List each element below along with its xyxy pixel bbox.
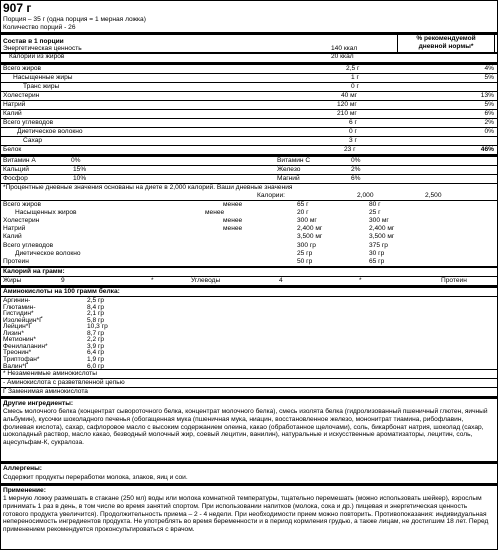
daily-label: Всего жиров [3,201,42,208]
daily-2500: 25 г [369,209,381,217]
amino-legend-bcaa: - Аминокислота с разветвленной цепью [3,379,125,386]
daily-2000: 20 г [297,209,309,217]
amino-name: Валин*Ґ [3,362,29,370]
sat-fat-label: Насыщенные жиры [13,74,73,81]
amino-value: 3,9 гр [87,342,105,350]
daily-2500: 30 гр [369,249,385,257]
amino-value: 6,0 гр [87,362,105,370]
calories-label: Калории: [257,192,285,199]
composition-title: Состав в 1 порции [3,38,64,45]
calories-2000: 2,000 [357,192,374,199]
cpg-protein-label: Протеин [441,277,467,284]
energy-label: Энергетическая ценность [3,45,82,52]
thick-divider [1,483,497,486]
divider [1,266,497,268]
cpg-carb-value: 4 [279,277,283,284]
amino-legend-replaceable: Ґ Заменимая аминокислота [3,388,88,395]
trans-fat-label: Транс жиры [23,83,60,90]
iron-label: Железо [277,166,301,173]
amino-value: 1,9 гр [87,355,105,363]
ingredients-title: Другие ингредиенты: [3,400,74,407]
magnesium-value: 6% [351,175,361,182]
allergens-text: Содержит продукты переработки молока, злаков, яиц и сои. [3,474,188,481]
amino-name: Гистидин* [3,310,34,318]
daily-label: Всего углеводов [3,241,54,249]
trans-fat-value: 0 г [351,83,359,90]
daily-label: Диетическое волокно [15,249,81,257]
amino-title: Аминокислоты на 100 грамм белка: [3,288,120,295]
calories-2500: 2,500 [425,192,442,199]
daily-2000: 2,400 мг [297,225,323,233]
amino-name: Треонин* [3,349,32,357]
fat-total-label: Всего жиров [3,65,42,72]
daily-label: Калий [3,233,22,241]
cholesterol-label: Холестерин [3,92,40,99]
amino-value: 2,2 гр [87,336,105,344]
calcium-value: 15% [73,166,87,173]
sodium-value: 120 мг [337,101,357,108]
daily-label: Натрий [3,225,26,233]
sugar-label: Сахар [23,137,43,144]
amino-name: Лизин* [3,329,24,337]
daily-less: менее [223,201,243,208]
amino-name: Глютамин- [3,303,36,311]
daily-2500: 3,500 мг [369,233,395,241]
daily-2500: 375 гр [369,241,388,249]
protein-dv: 46% [480,146,494,153]
amino-value: 6,4 гр [87,349,105,357]
daily-2500: 80 г [369,201,381,208]
energy-value: 140 ккал [331,45,358,52]
cpg-sep-2: * [359,277,362,284]
carb-dv: 2% [484,119,494,126]
amino-name: Аргинин- [3,297,31,304]
cpg-fat-value: 9 [61,277,65,284]
sugar-value: 3 г [349,137,357,144]
thick-divider [1,62,497,65]
amino-value: 8,7 гр [87,329,105,337]
daily-label: Насыщенных жиров [15,209,77,217]
daily-less: менее [223,225,243,233]
amino-value: 10,3 гр [87,323,108,331]
fiber-value: 0 г [349,128,357,135]
cholesterol-value: 40 мг [341,92,358,99]
daily-2500: 65 гр [369,257,385,265]
daily-2000: 65 г [297,201,309,208]
fat-total-value: 2,5 г [346,65,360,72]
amino-name: Изолейцин*Ґ [3,316,43,324]
ingredients-text: Смесь молочного белка (концентрат сывороточного белка, концентрат молочного белка), смесь изолята белка (гидролизованный пшеничный глютен, яичный альбумин), кусочки шоколадного печенья (обогащенная мука (пшеничная мука, ниацин, восстановленное железо, мононитрат тиамина, рибофлавин, фолиевая кислота), сахар, сафлоровое масло с высоким содержанием олеина, какао (обработанное щелочами), соль, бикарбонат натрия, шоколад (сахар, шоколадный раствор, масло какао, безводный молочный жир, соевый лецитин, ванилин), натуральные и искусственные ароматизаторы, лецитин, соль, ацесульфам-К, сукралоза. [3,408,488,447]
cal-per-gram-title: Калорий на грамм: [3,268,65,275]
potassium-dv: 6% [484,110,494,117]
fiber-label: Диетическое волокно [17,128,83,135]
potassium-value: 210 мг [337,110,357,117]
daily-2500: 300 мг [369,217,389,225]
amino-name: Лейцин*Ґ [3,323,32,331]
cpg-fat-label: Жиры [3,277,22,284]
fat-total-dv: 4% [484,65,494,72]
carb-label: Всего углеводов [3,119,54,126]
magnesium-label: Магний [277,175,300,182]
potassium-label: Калий [3,110,22,117]
thick-divider [1,461,497,464]
allergens-title: Аллергены: [3,465,42,472]
daily-2000: 300 мг [297,217,317,225]
daily-less: менее [223,217,243,225]
cpg-sep-1: * [151,277,154,284]
servings-count: Количество порций - 26 [3,24,76,31]
iron-value: 2% [351,166,361,173]
cpg-carb-label: Углеводы [191,277,221,284]
calcium-label: Кальций [3,166,29,173]
protein-label: Белок [3,146,22,153]
amino-value: 5,8 гр [87,316,105,324]
fiber-dv: 0% [484,128,494,135]
amino-name: Метионин* [3,336,36,344]
sodium-label: Натрий [3,101,26,108]
amino-name: Фенилаланин* [3,342,48,350]
sat-fat-value: 1 г [351,74,359,81]
amino-value: 2,5 гр [87,297,105,304]
vitamin-a-value: 0% [71,157,81,164]
footnote-text: *Процентные дневные значения основаны на диете в 2,000 калорий. Ваши дневные значения [3,184,293,191]
amino-name: Триптофан* [3,355,40,363]
usage-text: 1 мерную ложку размешать в стакане (250 мл) воды или молока комнатной температуры, тщательно перемешать (можно использовать шейкер), взрослым принимать 1 раз в день, в том числе во время занятий спортом. При использовании напитков (молока, сока и др.) пищевая и энергетическая ценность готового продукта увеличится). Продолжительность приема – 2 - 4 недели. При необходимости прием можно повторить. Противопоказания: индивидуальная непереносимость ингредиентов продукта. Не употреблять во время беременности и в период кормления грудью, а также лицам, не достигшим 18 лет. Перед применением рекомендуется проконсультироваться с врачом. [3,495,489,534]
daily-2000: 300 гр [297,241,316,249]
dv-header: % рекомендуемой дневной нормы* [397,34,495,53]
fat-cal-value: 20 ккал [331,53,354,60]
fat-cal-label: Калории из жиров [9,53,65,60]
amino-value: 8,4 гр [87,303,105,311]
sodium-dv: 5% [484,101,494,108]
protein-value: 23 г [344,146,356,153]
amino-value: 2,1 гр [87,310,105,318]
phosphorus-label: Фосфор [3,175,28,182]
thick-divider [1,396,497,399]
vitamin-c-value: 0% [351,157,361,164]
vitamin-c-label: Витамин С [277,157,311,164]
daily-2000: 50 гр [297,257,313,265]
daily-2000: 3,500 мг [297,233,323,241]
amino-legend-essential: * Незаменимые аминокислоты [3,370,97,377]
daily-2000: 25 гр [297,249,313,257]
net-weight: 907 г [3,1,32,15]
vitamin-a-label: Витамин А [3,157,36,164]
daily-2500: 2,400 мг [369,225,395,233]
daily-label: Протеин [3,257,29,265]
daily-label: Холестерин [3,217,40,225]
sat-fat-dv: 5% [484,74,494,81]
cholesterol-dv: 13% [480,92,494,99]
carb-value: 6 г [349,119,357,126]
usage-title: Применение: [3,487,46,494]
serving-size: Порция – 35 г (одна порция = 1 мерная ложка) [3,16,146,23]
daily-less: менее [205,209,225,217]
phosphorus-value: 10% [73,175,87,182]
